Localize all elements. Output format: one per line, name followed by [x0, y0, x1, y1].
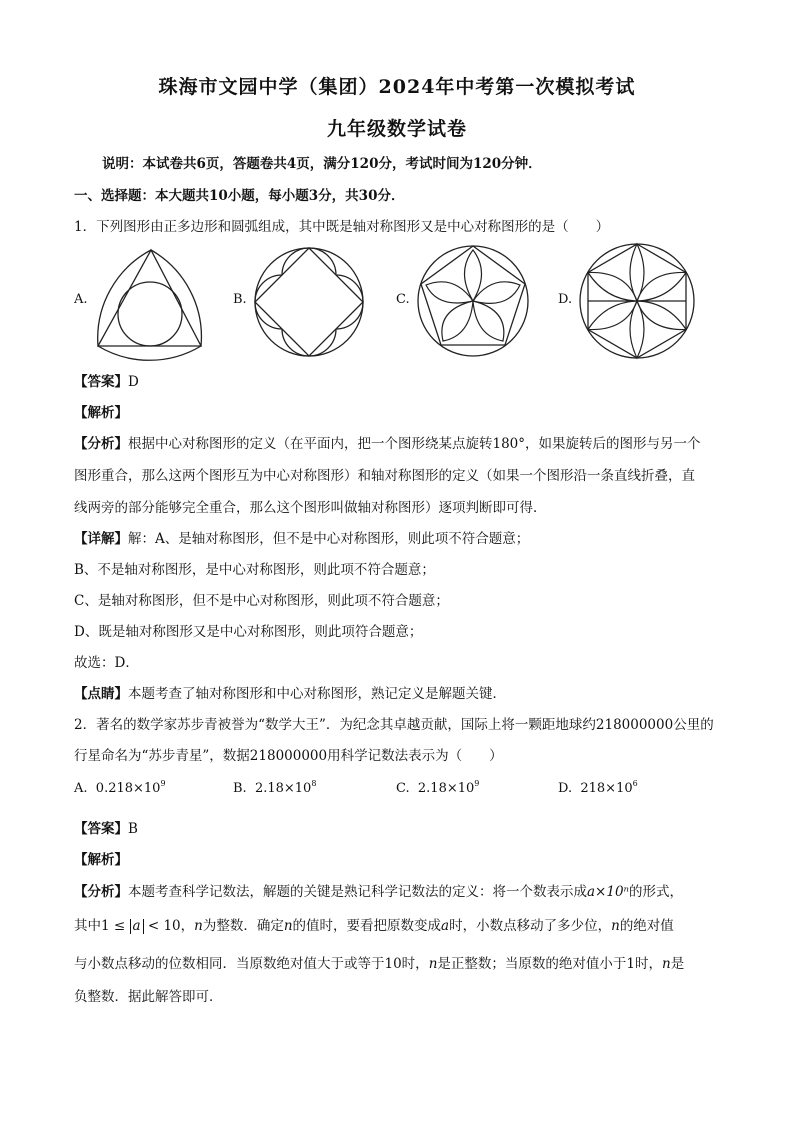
- text: 与小数点移动的位数相同．当原数绝对值大于或等于10时，: [74, 956, 429, 972]
- answer-label: 【答案】: [74, 821, 128, 837]
- q1-figure-d: [576, 240, 698, 362]
- q1-answer: [74, 370, 139, 390]
- q1-xiangjie-line-2: B、不是轴对称图形，是中心对称图形，则此项不符合题意；: [74, 562, 435, 578]
- var-n: n: [194, 918, 203, 934]
- q1-stem: 1．下列图形由正多边形和圆弧组成，其中既是轴对称图形又是中心对称图形的是（ ）: [74, 219, 610, 235]
- q1-option-b-label: B.: [233, 292, 247, 307]
- var-n: n: [611, 918, 620, 934]
- var-a: a: [441, 918, 450, 934]
- xiangjie-text: 解：A、是轴对称图形，但不是中心对称图形，则此项不符合题意；: [128, 531, 530, 547]
- option-label: A.: [74, 781, 88, 796]
- absolute-value: a: [130, 919, 144, 934]
- formula: a×10ⁿ: [587, 884, 630, 900]
- exam-title: 珠海市文园中学（集团）2024年中考第一次模拟考试: [158, 76, 636, 98]
- q1-figure-c: [414, 242, 532, 360]
- q1-option-c-label: C.: [396, 292, 410, 307]
- option-exponent: 9: [160, 779, 166, 788]
- text: 的绝对值: [619, 918, 674, 934]
- exam-subtitle: 九年级数学试卷: [326, 118, 467, 140]
- text: 是正整数；当原数的绝对值小于1时，: [437, 956, 662, 972]
- text: 是: [670, 956, 685, 972]
- q2-stem-line-1: 2．著名的数学家苏步青被誉为“数学大王”．为纪念其卓越贡献，国际上将一颗距地球约218000000公里的: [74, 717, 714, 733]
- q1-fenxi-line-3: 线两旁的部分能够完全重合，那么这个图形叫做轴对称图形）逐项判断即可得．: [74, 500, 547, 516]
- fenxi-label: 【分析】: [74, 436, 128, 452]
- q1-option-d-label: D.: [558, 292, 573, 307]
- option-exponent: 8: [311, 779, 317, 788]
- instructions: 说明：本试卷共6页，答题卷共4页，满分120分，考试时间为120分钟．: [102, 156, 542, 172]
- option-value: 0.218×10: [95, 781, 161, 796]
- option-value: 2.18×10: [417, 781, 475, 796]
- var-n: n: [661, 956, 671, 972]
- text: ，: [180, 918, 195, 934]
- var-n: n: [428, 956, 438, 972]
- q2-fenxi-line-3: [74, 952, 684, 972]
- q1-dianjing: [74, 682, 506, 702]
- q2-stem-line-2: 行星命名为“苏步青星”，数据218000000用科学记数法表示为（ ）: [74, 748, 503, 764]
- q1-analysis-label: 【解析】: [74, 405, 128, 421]
- q1-figure-a: [86, 242, 216, 362]
- q1-xiangjie-line-5: 故选：D．: [74, 655, 139, 671]
- q1-xiangjie-line-1: [74, 527, 529, 547]
- option-exponent: 6: [632, 779, 638, 788]
- q2-option-a: [74, 781, 166, 796]
- q2-fenxi-line-4: 负整数．据此解答即可．: [74, 989, 223, 1005]
- q2-answer: [74, 817, 138, 837]
- q1-xiangjie-line-3: C、是轴对称图形，但不是中心对称图形，则此项不符合题意；: [74, 593, 449, 609]
- option-label: C.: [396, 781, 410, 796]
- q1-xiangjie-line-4: D、既是轴对称图形又是中心对称图形，则此项符合题意；: [74, 624, 423, 640]
- inequality-left: 1 ≤: [101, 918, 126, 934]
- option-exponent: 9: [474, 779, 480, 788]
- xiangjie-label: 【详解】: [74, 531, 128, 547]
- fenxi-text-end: 的形式，: [629, 884, 684, 900]
- option-value: 218×10: [580, 781, 633, 796]
- q2-fenxi-line-1: [74, 880, 683, 900]
- inequality-right: < 10: [147, 918, 181, 934]
- q1-figure-b: [250, 244, 368, 360]
- text: 其中: [74, 918, 101, 934]
- fenxi-text: 本题考查科学记数法，解题的关键是熟记科学记数法的定义：将一个数表示成: [128, 884, 587, 900]
- option-label: B.: [233, 781, 247, 796]
- q1-fenxi-line-1: [74, 432, 701, 452]
- q2-option-c: [396, 781, 479, 796]
- q2-fenxi-line-2: [74, 914, 674, 934]
- option-label: D.: [558, 781, 573, 796]
- fenxi-text: 根据中心对称图形的定义（在平面内，把一个图形绕某点旋转180°，如果旋转后的图形与另一个: [128, 436, 701, 452]
- q1-option-a-label: A.: [74, 292, 88, 307]
- text: 的值时，要看把原数变成: [292, 918, 442, 934]
- q2-option-d: [558, 781, 638, 796]
- var-n: n: [283, 918, 293, 934]
- answer-value: B: [128, 821, 138, 837]
- fenxi-label: 【分析】: [74, 884, 128, 900]
- dianjing-label: 【点睛】: [74, 686, 128, 702]
- q2-option-b: [233, 781, 316, 796]
- q2-analysis-label: 【解析】: [74, 852, 128, 868]
- answer-value: D: [128, 374, 139, 390]
- dianjing-text: 本题考查了轴对称图形和中心对称图形，熟记定义是解题关键．: [128, 686, 506, 702]
- text: 时，小数点移动了多少位，: [449, 918, 612, 934]
- answer-label: 【答案】: [74, 374, 128, 390]
- q1-fenxi-line-2: 图形重合，那么这两个图形互为中心对称图形）和轴对称图形的定义（如果一个图形沿一条直线折叠，直: [74, 468, 695, 484]
- text: 为整数．确定: [202, 918, 284, 934]
- option-value: 2.18×10: [254, 781, 312, 796]
- section-heading: 一、选择题：本大题共10小题，每小题3分，共30分．: [74, 188, 405, 204]
